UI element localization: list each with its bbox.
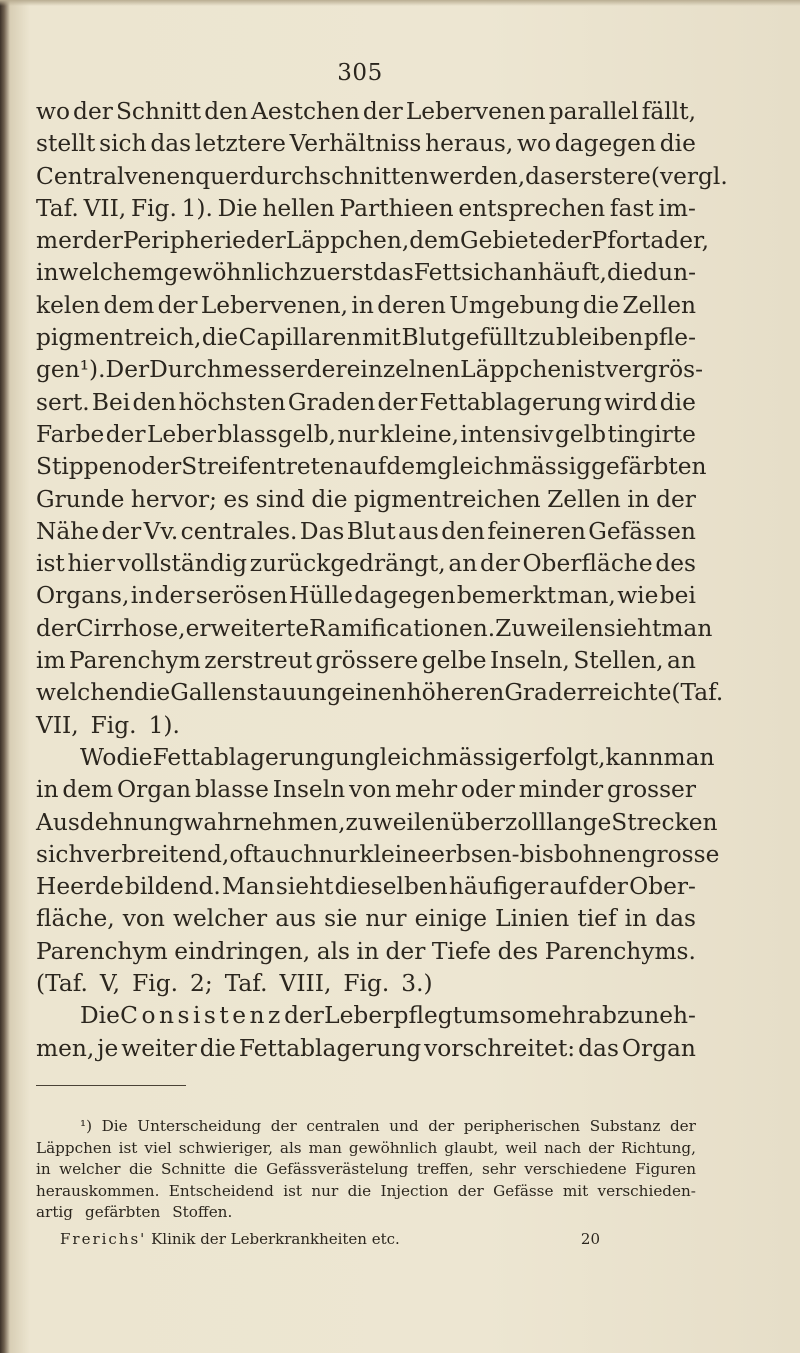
text-line: wo der Schnitt den Aestchen der Lebervenen parallel fällt, <box>36 98 696 125</box>
text-line: VII, Fig. 1). <box>36 711 180 739</box>
text-line: Ausdehnung wahrnehmen, zuweilen über zolllange Strecken <box>36 808 718 836</box>
page-number: 305 <box>337 60 383 86</box>
footnote-line: ¹) Die Unterscheidung der centralen und der peripherischen Substanz der <box>80 1117 696 1135</box>
text-line: in dem Organ blasse Inseln von mehr oder minder grosser <box>36 776 696 804</box>
text-line: der Cirrhose, erweiterte Ramificationen. Zuweilen sieht man <box>36 614 713 642</box>
text-line: Organs, in der serösen Hülle dagegen bemerkt man, wie bei <box>36 582 696 610</box>
text-line: Centralvenen quer durchschnitten werden, das erstere (vergl. <box>36 162 728 190</box>
text-line: Wo die Fettablagerung ungleichmässig erfolgt, kann man <box>80 743 715 771</box>
text-line: men, je weiter die Fettablagerung vorschreitet: das Organ <box>36 1034 696 1062</box>
footnote-divider <box>36 1085 186 1086</box>
text-line: gen¹). Der Durchmesser der einzelnen Läppchen ist vergrös- <box>36 356 703 384</box>
text-line: im Parenchym zerstreut grössere gelbe Inseln, Stellen, an <box>36 647 696 675</box>
text-line: welchen die Gallenstauung einen höheren Grad erreichte (Taf. <box>36 679 724 707</box>
signature-title <box>60 1230 400 1248</box>
text-line: Farbe der Leber blassgelb, nur kleine, intensiv gelb tingirte <box>36 420 696 448</box>
text-line: kelen dem der Lebervenen, in deren Umgebung die Zellen <box>36 291 696 319</box>
text-line: Nähe der Vv. centrales. Das Blut aus den feineren Gefässen <box>36 517 696 545</box>
text-line: Parenchym eindringen, als in der Tiefe des Parenchyms. <box>36 937 696 965</box>
text-line: mer der Peripherie der Läppchen, dem Gebiete der Pfortader, <box>36 227 709 255</box>
text-line: in welchem gewöhnlich zuerst das Fett sich anhäuft, die dun- <box>36 259 696 287</box>
text-line: sert. Bei den höchsten Graden der Fettablagerung wird die <box>36 388 696 416</box>
signature-line <box>60 1230 600 1248</box>
text-line: pigmentreich, die Capillaren mit Blut gefüllt zu bleiben pfle- <box>36 324 696 352</box>
text-line: Stippen oder Streifen treten auf dem gleichmässig gefärbten <box>36 453 707 481</box>
footnote <box>36 1116 696 1224</box>
text-line: stellt sich das letztere Verhältniss heraus, wo dagegen die <box>36 130 696 158</box>
text-line: (Taf. V, Fig. 2; Taf. VIII, Fig. 3.) <box>36 970 433 998</box>
main-text <box>36 96 728 1065</box>
signature-book-title: Klinik der Leberkrankheiten etc. <box>151 1230 400 1248</box>
signature-author: Frerichs' <box>60 1230 147 1248</box>
text-line: ist hier vollständig zurückgedrängt, an der Oberfläche des <box>36 550 696 578</box>
text-line: Grunde hervor; es sind die pigmentreichen Zellen in der <box>36 485 696 513</box>
footnote-line: in welcher die Schnitte die Gefässverästelung treffen, sehr verschiedene Figuren <box>36 1160 696 1178</box>
text-line: sich verbreitend, oft auch nur kleine erbsen- bis bohnengrosse <box>36 840 720 868</box>
footnote-line: artig gefärbten Stoffen. <box>36 1203 233 1221</box>
text-line: Heerde bildend. Man sieht dieselben häufiger auf der Ober- <box>36 873 696 901</box>
text-line: fläche, von welcher aus sie nur einige Linien tief in das <box>36 905 696 933</box>
text-line: Taf. VII, Fig. 1). Die hellen Parthieen entsprechen fast im- <box>36 194 696 222</box>
page-top-edge <box>0 0 800 6</box>
text-line: Die Consistenz der Leber pflegt um so mehr abzuneh- <box>80 1002 696 1030</box>
sheet-number: 20 <box>580 1230 600 1248</box>
footnote-line: Läppchen ist viel schwieriger, als man gewöhnlich glaubt, weil nach der Richtung, <box>36 1138 696 1157</box>
footnote-line: herauskommen. Entscheidend ist nur die Injection der Gefässe mit verschieden- <box>36 1181 696 1200</box>
